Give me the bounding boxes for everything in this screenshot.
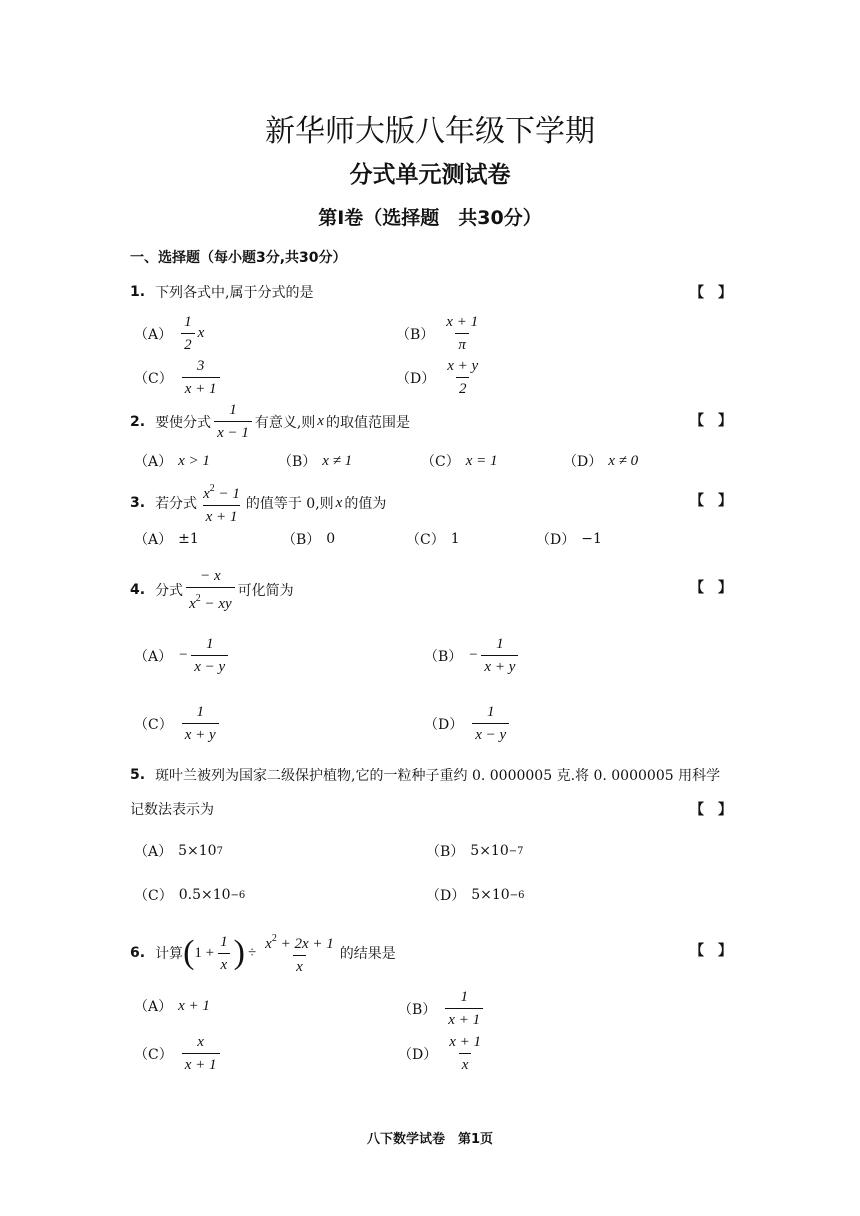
option-label: （C） xyxy=(134,1046,173,1063)
fraction xyxy=(200,479,243,527)
numerator xyxy=(262,929,337,955)
numerator: 1 xyxy=(460,989,468,1005)
numerator: x xyxy=(197,1034,204,1050)
answer-bracket: 【 】 xyxy=(690,580,732,596)
question-text: 若分式 xyxy=(155,496,198,512)
denominator: x + 1 xyxy=(203,505,241,527)
right-paren: ) xyxy=(233,934,245,971)
option-3a xyxy=(134,529,199,549)
exam-subtitle: 分式单元测试卷 xyxy=(349,162,511,188)
fraction xyxy=(181,312,195,355)
question-text: 斑叶兰被列为国家二级保护植物,它的一粒种子重约 0. 0000005 克.将 0. 0000005 用科学 xyxy=(155,768,721,784)
numerator: x + 1 xyxy=(449,1034,482,1050)
option-expression: x > 1 xyxy=(178,452,210,469)
left-paren: ( xyxy=(183,934,195,971)
numerator-base: x xyxy=(265,936,272,952)
denominator: x − 1 xyxy=(214,421,252,443)
question-5 xyxy=(130,765,720,785)
numerator: 3 xyxy=(196,358,205,374)
denominator: 2 xyxy=(456,377,470,399)
fraction xyxy=(217,932,231,975)
option-1c xyxy=(134,356,223,399)
fraction xyxy=(214,400,252,443)
fraction xyxy=(191,634,228,677)
numerator: 1 xyxy=(486,704,495,720)
question-1 xyxy=(130,282,314,302)
exponent: −6 xyxy=(509,889,525,901)
numerator: 1 xyxy=(220,933,228,950)
fraction xyxy=(443,312,481,355)
numerator: 1 xyxy=(196,704,204,720)
fraction xyxy=(262,929,337,977)
question-text: 可化简为 xyxy=(237,583,294,599)
option-expression: x + 1 xyxy=(178,997,210,1014)
option-label: （D） xyxy=(536,532,576,548)
option-label: （D） xyxy=(398,1046,438,1063)
exponent: −6 xyxy=(230,889,246,901)
question-number: 6. xyxy=(130,945,146,961)
answer-bracket: 【 】 xyxy=(690,285,732,301)
question-text: 要使分式 xyxy=(155,414,212,431)
option-expression: 0 xyxy=(326,531,336,547)
question-text: 记数法表示为 xyxy=(130,802,214,818)
fraction xyxy=(445,987,483,1030)
denominator: x xyxy=(218,953,231,975)
numerator: 1 xyxy=(205,636,214,652)
option-5c xyxy=(134,885,245,905)
option-6a xyxy=(134,996,210,1016)
base: 5×10 xyxy=(470,843,509,859)
numerator-base: x xyxy=(203,486,210,502)
question-3 xyxy=(130,479,386,527)
option-label: （A） xyxy=(134,648,173,665)
question-text: 的值等于 0,则 xyxy=(245,496,334,512)
question-4 xyxy=(130,566,294,614)
option-expression: −1 xyxy=(581,531,602,547)
question-5-line2 xyxy=(130,799,214,819)
numerator: 1 xyxy=(229,402,237,418)
option-label: （C） xyxy=(134,888,173,904)
denominator: x + y xyxy=(182,723,219,745)
question-text: 下列各式中,属于分式的是 xyxy=(155,285,314,301)
answer-bracket: 【 】 xyxy=(690,413,732,429)
divide-sign: ÷ xyxy=(247,944,257,961)
base: 5×10 xyxy=(178,843,217,859)
option-expression: x ≠ 1 xyxy=(322,452,353,469)
option-5a xyxy=(134,841,223,861)
option-5b xyxy=(426,841,524,861)
question-text: 的结果是 xyxy=(339,946,396,962)
exponent: 2 xyxy=(271,933,277,944)
denominator: x xyxy=(293,955,306,977)
option-label: （A） xyxy=(134,532,173,548)
expression: 1 + xyxy=(194,944,215,961)
option-label: （A） xyxy=(134,999,173,1015)
variable: x xyxy=(335,494,343,511)
option-expression: 1 xyxy=(450,531,460,547)
option-expression: x = 1 xyxy=(465,452,498,469)
option-label: （D） xyxy=(396,370,436,387)
denominator xyxy=(186,587,235,614)
denominator-base: x xyxy=(189,596,196,612)
option-2d xyxy=(563,451,638,471)
option-4a xyxy=(134,634,231,677)
question-2 xyxy=(130,400,410,443)
question-number: 2. xyxy=(130,413,146,430)
option-1b xyxy=(396,312,484,355)
option-label: （C） xyxy=(406,532,445,548)
numerator: − x xyxy=(200,568,221,584)
answer-bracket: 【 】 xyxy=(690,943,732,959)
option-label: （B） xyxy=(424,648,463,665)
question-text: 的取值范围是 xyxy=(325,414,410,431)
page-footer: 八下数学试卷 第1页 xyxy=(366,1132,494,1147)
option-label: （C） xyxy=(134,716,173,733)
option-label: （A） xyxy=(134,326,173,343)
option-6d xyxy=(398,1032,487,1075)
option-3b xyxy=(282,529,335,549)
option-3d xyxy=(536,529,602,549)
option-6b xyxy=(398,987,486,1030)
fraction xyxy=(481,634,518,677)
denominator: x + 1 xyxy=(182,377,220,399)
question-text: 的值为 xyxy=(344,496,387,512)
answer-bracket: 【 】 xyxy=(690,802,732,818)
question-text: 有意义,则 xyxy=(254,414,316,431)
option-1d xyxy=(396,356,484,399)
option-label: （C） xyxy=(134,370,173,387)
option-label: （B） xyxy=(278,454,317,470)
fraction xyxy=(446,1032,484,1075)
question-6 xyxy=(130,929,396,977)
numerator-tail: − 1 xyxy=(214,486,240,502)
denominator: x + y xyxy=(481,655,518,677)
option-label: （B） xyxy=(398,1001,437,1018)
numerator: x + 1 xyxy=(446,314,479,330)
variable: x xyxy=(317,413,324,429)
denominator-tail: − xy xyxy=(200,596,232,612)
numerator-tail: + 2x + 1 xyxy=(276,936,334,952)
option-3c xyxy=(406,529,460,549)
section-heading: 一、选择题（每小题3分,共30分） xyxy=(130,250,347,266)
option-2a xyxy=(134,451,210,471)
option-1a xyxy=(134,312,204,355)
sign: − xyxy=(178,647,189,663)
question-number: 5. xyxy=(130,767,146,783)
numerator: 1 xyxy=(184,314,192,330)
option-2c xyxy=(421,451,498,471)
volume-heading: 第Ⅰ卷（选择题 共30分） xyxy=(318,207,542,229)
denominator: x xyxy=(459,1053,472,1075)
option-6c xyxy=(134,1032,223,1075)
numerator xyxy=(200,479,243,505)
exponent: 2 xyxy=(195,593,201,604)
option-label: （C） xyxy=(421,454,460,470)
answer-bracket: 【 】 xyxy=(690,493,732,509)
option-expression: ±1 xyxy=(178,531,199,547)
base: 0.5×10 xyxy=(178,887,231,903)
option-5d xyxy=(426,885,524,905)
numerator: x + y xyxy=(447,358,479,374)
question-number: 4. xyxy=(130,582,146,598)
exponent: −7 xyxy=(508,845,524,857)
fraction xyxy=(182,356,220,399)
question-text: 分式 xyxy=(155,583,184,599)
exponent: 2 xyxy=(209,483,215,494)
option-expression: x ≠ 0 xyxy=(608,452,639,469)
denominator: π xyxy=(455,333,469,355)
option-label: （D） xyxy=(563,454,603,470)
fraction xyxy=(182,702,219,745)
variable: x xyxy=(197,325,205,341)
exponent: 7 xyxy=(216,845,223,857)
numerator: 1 xyxy=(496,636,504,652)
exam-title: 新华师大版八年级下学期 xyxy=(265,114,595,149)
option-label: （D） xyxy=(424,716,464,733)
denominator: 2 xyxy=(181,333,195,355)
question-text: 计算 xyxy=(155,946,184,962)
option-label: （B） xyxy=(396,326,435,343)
option-label: （B） xyxy=(426,844,465,860)
option-4b xyxy=(424,634,521,677)
option-label: （A） xyxy=(134,844,173,860)
option-4c xyxy=(134,702,222,745)
fraction xyxy=(444,356,481,399)
fraction xyxy=(186,566,235,614)
option-2b xyxy=(278,451,352,471)
question-number: 1. xyxy=(130,284,146,300)
sign: − xyxy=(468,647,479,663)
denominator: x − y xyxy=(472,723,509,745)
option-4d xyxy=(424,702,512,745)
denominator: x − y xyxy=(191,655,228,677)
option-label: （A） xyxy=(134,454,173,470)
fraction xyxy=(472,702,509,745)
fraction xyxy=(182,1032,220,1075)
denominator: x + 1 xyxy=(182,1053,220,1075)
question-number: 3. xyxy=(130,495,146,511)
option-label: （D） xyxy=(426,888,466,904)
option-label: （B） xyxy=(282,532,321,548)
denominator: x + 1 xyxy=(445,1008,483,1030)
base: 5×10 xyxy=(471,887,510,903)
